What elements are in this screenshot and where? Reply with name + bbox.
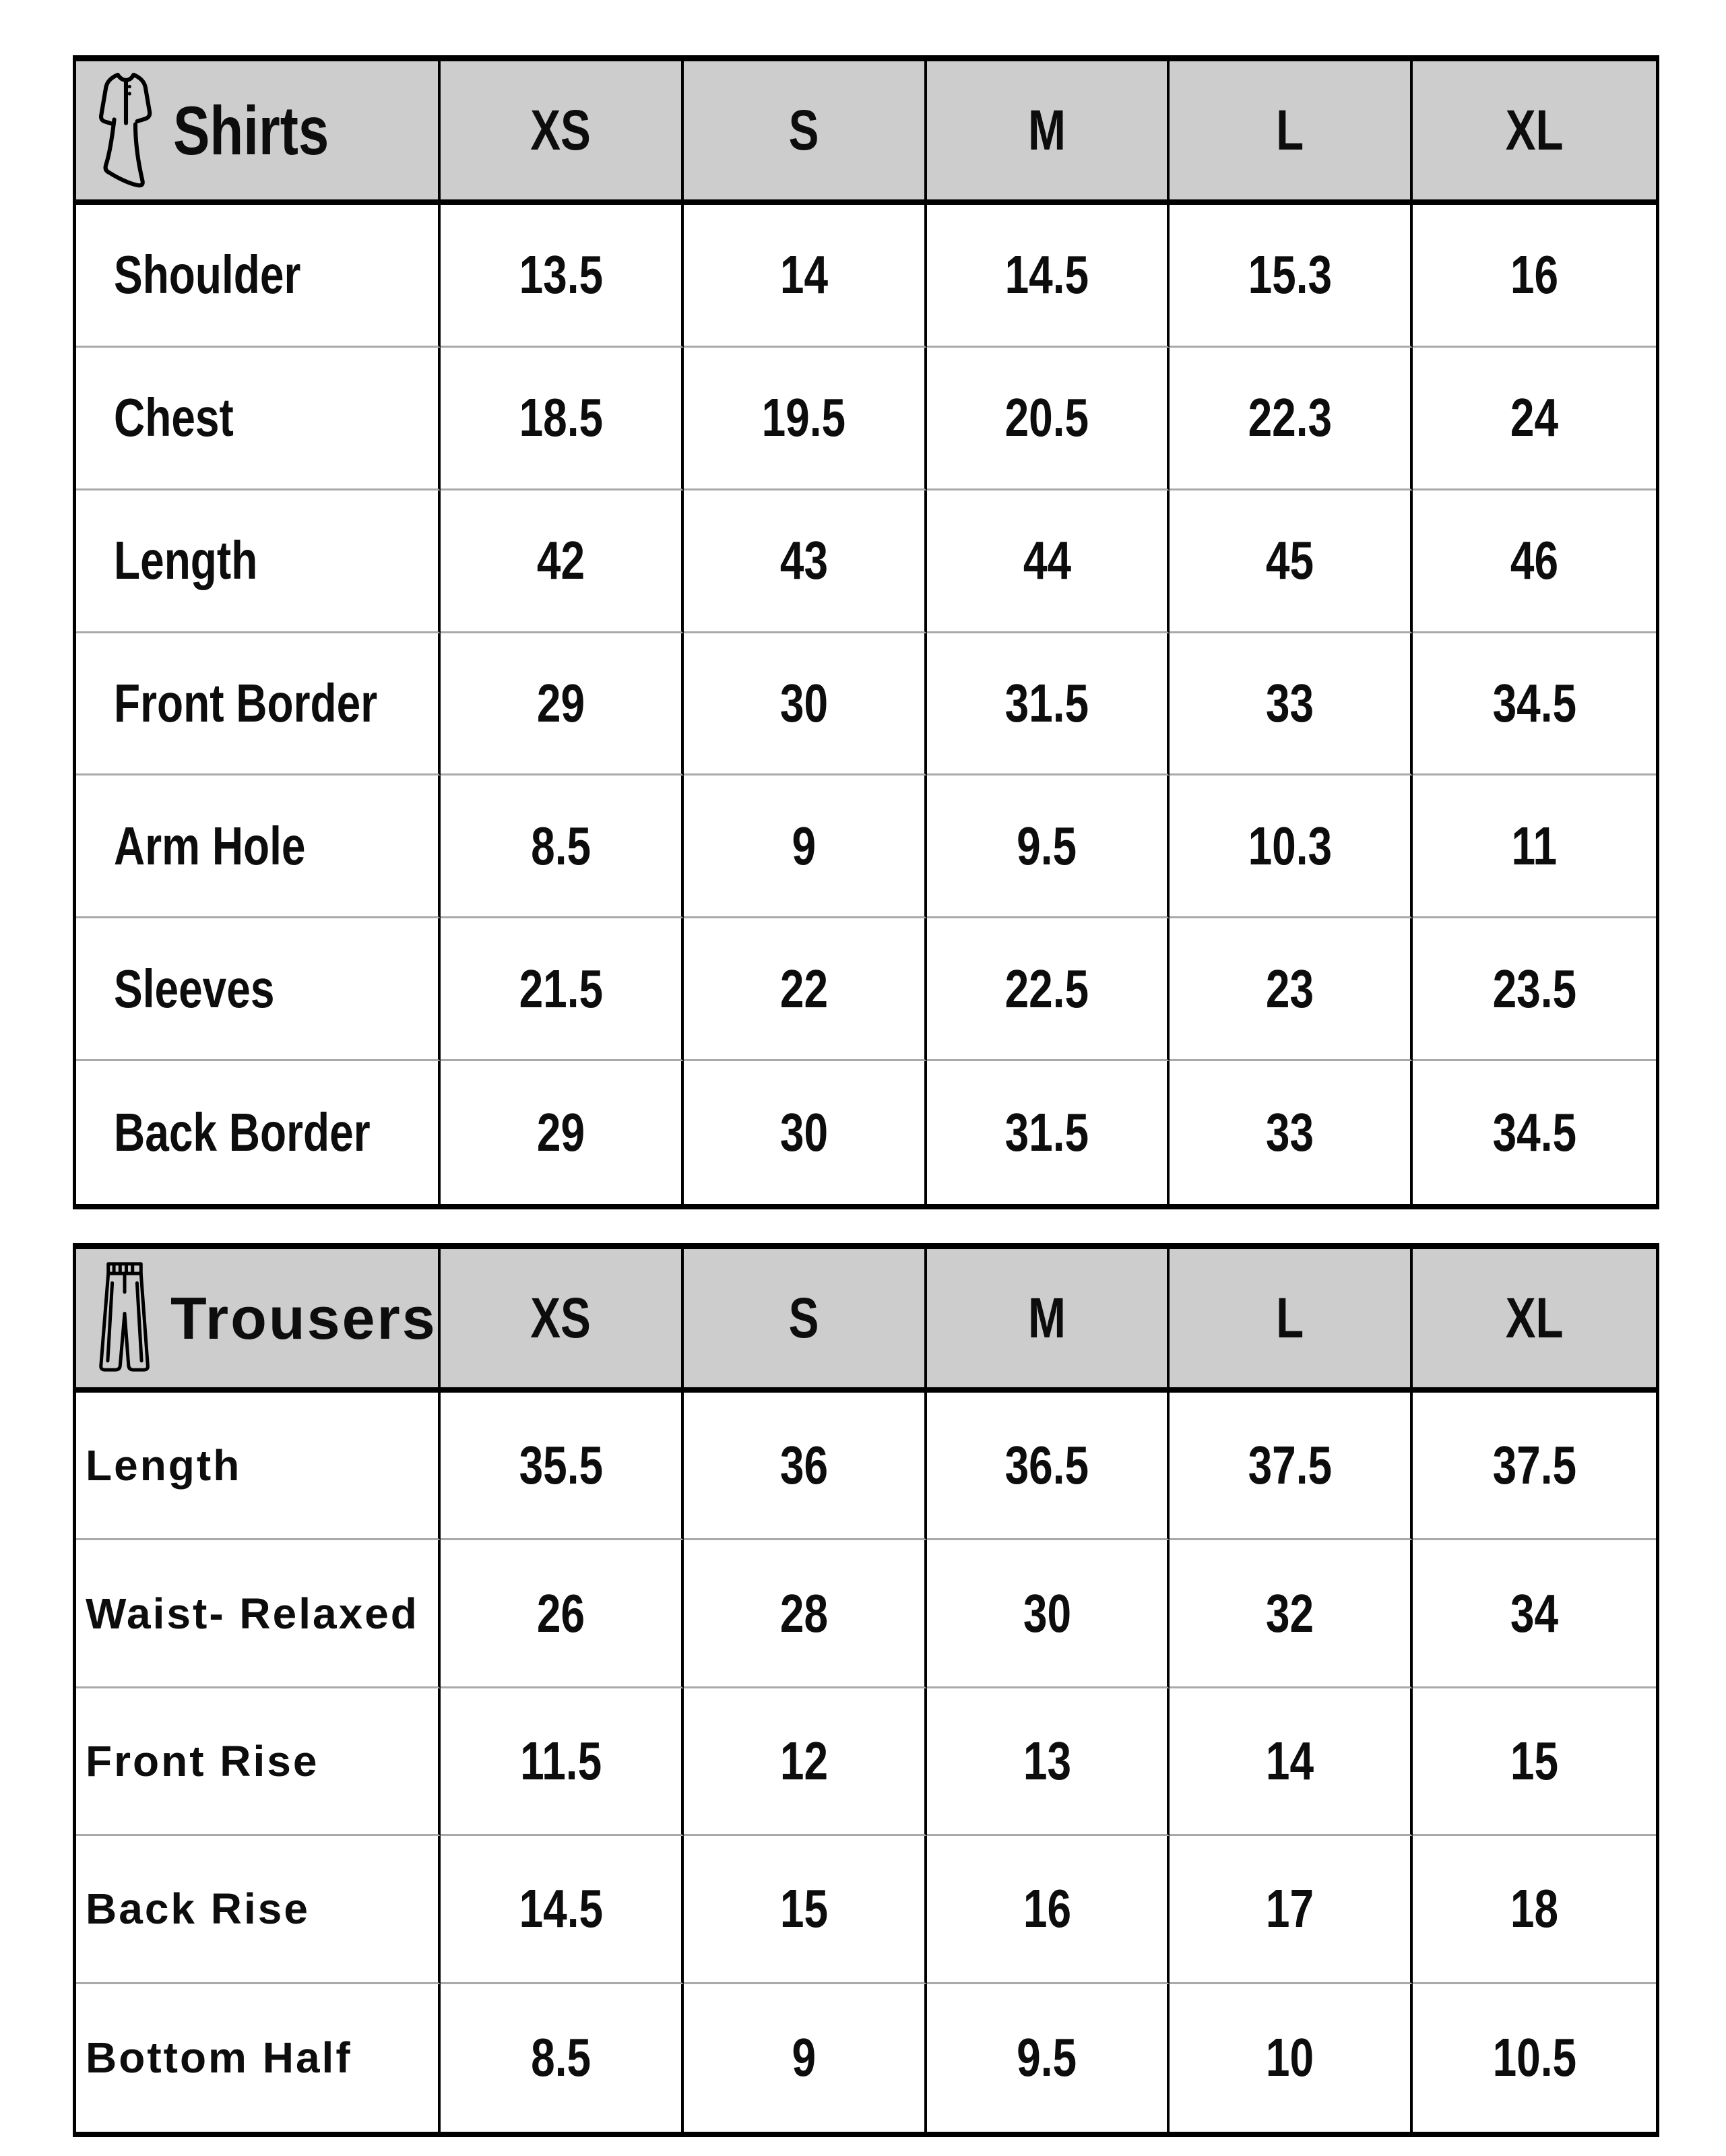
size-col-header: XS: [441, 1249, 684, 1393]
value-cell: 33: [1170, 633, 1413, 776]
value-cell: 23: [1170, 918, 1413, 1061]
size-col-header: L: [1170, 1249, 1413, 1393]
value-cell: 29: [441, 1061, 684, 1204]
value-cell: 13.5: [441, 205, 684, 348]
value-cell: 22.5: [927, 918, 1170, 1061]
value-cell: 34.5: [1492, 1102, 1576, 1163]
value-cell: 36: [684, 1393, 927, 1540]
shirts-header-cell: [76, 61, 441, 205]
value-cell: 26: [441, 1540, 684, 1688]
size-col-header: XS: [441, 61, 684, 205]
value-cell: 18: [1413, 1836, 1656, 1984]
trousers-header-cell: [76, 1249, 441, 1393]
value-cell: 15: [684, 1836, 927, 1984]
row-label: Back Border: [76, 1061, 441, 1204]
value-cell: 11.5: [441, 1688, 684, 1836]
value-cell: 17: [1170, 1836, 1413, 1984]
value-cell: 34: [1413, 1540, 1656, 1688]
row-label: Sleeves: [76, 918, 441, 1061]
value-cell: 42: [441, 490, 684, 633]
value-cell: 28: [684, 1540, 927, 1688]
value-cell: 15: [1413, 1688, 1656, 1836]
value-cell: 10.5: [1492, 2027, 1576, 2088]
row-label: Length: [76, 1393, 441, 1540]
shirts-size-table: [73, 55, 1659, 1209]
row-label: Length: [76, 490, 441, 633]
row-label: Chest: [76, 348, 441, 490]
value-cell: 11: [1413, 775, 1656, 918]
trousers-size-table: [73, 1243, 1659, 2137]
value-cell: 14.5: [441, 1836, 684, 1984]
row-label: Bottom Half: [76, 1984, 441, 2132]
value-cell: 32: [1170, 1540, 1413, 1688]
value-cell: 9.5: [927, 1984, 1170, 2132]
value-cell: 19.5: [684, 348, 927, 490]
value-cell: 14: [1170, 1688, 1413, 1836]
value-cell: 22: [684, 918, 927, 1061]
size-col-header: XL: [1413, 1249, 1656, 1393]
value-cell: 15.3: [1170, 205, 1413, 348]
trousers-icon: [94, 1258, 156, 1379]
value-cell: 8.5: [441, 1984, 684, 2132]
value-cell: 20.5: [927, 348, 1170, 490]
value-cell: 45: [1170, 490, 1413, 633]
value-cell: 30: [684, 1061, 927, 1204]
value-cell: 13: [927, 1688, 1170, 1836]
value-cell: 14.5: [927, 205, 1170, 348]
value-cell: 33: [1170, 1061, 1413, 1204]
value-cell: 46: [1413, 490, 1656, 633]
value-cell: 31.5: [927, 1061, 1170, 1204]
value-cell: 21.5: [441, 918, 684, 1061]
value-cell: 9: [684, 775, 927, 918]
value-cell: 9.5: [927, 775, 1170, 918]
table-title: Shirts: [173, 92, 329, 169]
value-cell: 23.5: [1413, 918, 1656, 1061]
value-cell: 9: [684, 1984, 927, 2132]
size-col-header: XL: [1413, 61, 1656, 205]
value-cell: 37.5: [1170, 1393, 1413, 1540]
value-cell: 43: [684, 490, 927, 633]
value-cell: 16: [1413, 205, 1656, 348]
value-cell: 36.5: [927, 1393, 1170, 1540]
value-cell: 30: [927, 1540, 1170, 1688]
value-cell: 35.5: [441, 1393, 684, 1540]
value-cell: 8.5: [441, 775, 684, 918]
row-label: Front Rise: [76, 1688, 441, 1836]
size-col-header: L: [1170, 61, 1413, 205]
value-cell: 10.3: [1170, 775, 1413, 918]
kurta-icon: [94, 69, 158, 193]
value-cell: 12: [684, 1688, 927, 1836]
size-col-header: M: [927, 1249, 1170, 1393]
row-label: Arm Hole: [76, 775, 441, 918]
table-title: Trousers: [170, 1284, 437, 1352]
value-cell: 24: [1413, 348, 1656, 490]
row-label: Waist- Relaxed: [76, 1540, 441, 1688]
value-cell: 22.3: [1170, 348, 1413, 490]
value-cell: 37.5: [1413, 1393, 1656, 1540]
size-col-header: S: [684, 61, 927, 205]
value-cell: 34.5: [1413, 633, 1656, 776]
value-cell: 14: [684, 205, 927, 348]
value-cell: 10: [1170, 1984, 1413, 2132]
size-col-header: M: [927, 61, 1170, 205]
row-label: Back Rise: [76, 1836, 441, 1984]
value-cell: 44: [927, 490, 1170, 633]
value-cell: 18.5: [441, 348, 684, 490]
size-col-header: S: [684, 1249, 927, 1393]
value-cell: 31.5: [927, 633, 1170, 776]
value-cell: 16: [927, 1836, 1170, 1984]
value-cell: 30: [684, 633, 927, 776]
value-cell: 29: [441, 633, 684, 776]
row-label: Front Border: [76, 633, 441, 776]
row-label: Shoulder: [76, 205, 441, 348]
